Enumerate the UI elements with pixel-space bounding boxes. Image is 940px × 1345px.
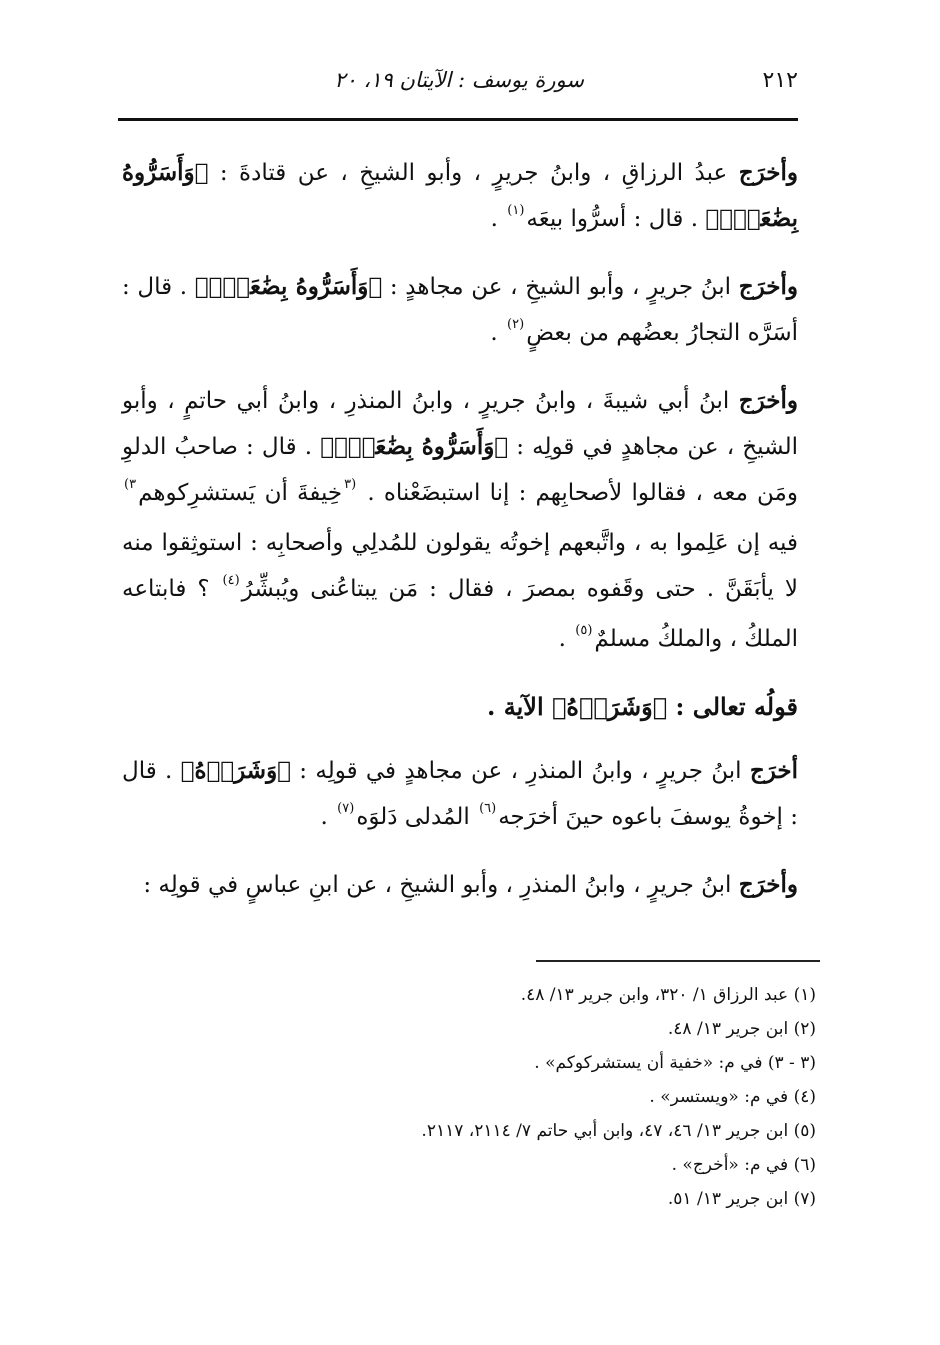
paragraph-lead: وأخرَج: [738, 159, 798, 186]
paragraph-5: [122, 862, 798, 908]
footnote-marker: (٢): [507, 317, 525, 332]
paragraph-1: [122, 150, 798, 246]
footnote: (٥) ابن جرير ١٣/ ٤٦، ٤٧، وابن أبي حاتم ٧/ ٢١١٤، ٢١١٧.: [421, 1121, 816, 1141]
paragraph-text: ابنُ جريرٍ ، وابنُ المنذرِ ، وأبو الشيخِ ، عن ابنِ عباسٍ في قولِه :: [143, 872, 739, 898]
footnote: (١) عبد الرزاق ١/ ٣٢٠، وابن جرير ١٣/ ٤٨.: [520, 985, 816, 1005]
footnote: (٣ - ٣) في م: «خفية أن يستشركوكم» .: [534, 1053, 816, 1073]
footnote: (٢) ابن جرير ١٣/ ٤٨.: [667, 1019, 816, 1039]
paragraph-text: ؟ فابتاعه الملكُ ، والملكُ مسلمٌ: [122, 576, 798, 652]
paragraph-text: . قال : إخوةُ يوسفَ باعوه حينَ أخرَجه: [122, 758, 798, 830]
paragraph-text: فيه إن عَلِموا به ، واتَّبعهم إخوتُه يقولون للمُدلِي وأصحابِه : استوثِقوا منه لا يأبَقَنَّ . حتى وقَفوه بمصرَ ، فقال : مَن يبتاعُنى ويُبشِّرُ: [122, 530, 798, 602]
paragraph-lead: وأخرَج: [738, 273, 798, 300]
paragraph-text: المُدلى دَلوَه: [356, 804, 478, 830]
heading-label: قولُه تعالى :: [667, 692, 798, 721]
quran-quote: ﴿وَشَرَوۡهُ﴾: [552, 692, 668, 721]
footnote-marker: ٣): [124, 477, 137, 492]
paragraph-text: .: [490, 320, 506, 346]
paragraph-text: . قال : أسرُّوا بيعَه: [526, 206, 706, 232]
paragraph-4: [122, 748, 798, 844]
paragraph-lead: أخرَج: [749, 757, 798, 784]
footnote-marker: (٥): [575, 623, 593, 638]
footnote: (٤) في م: «ويستسر» .: [649, 1087, 816, 1107]
paragraph-text: عبدُ الرزاقِ ، وابنُ جريرٍ ، وأبو الشيخِ ، عن قتادةَ :: [208, 160, 739, 186]
paragraph-text: .: [558, 626, 574, 652]
paragraph-lead: وأخرَج: [738, 871, 798, 898]
paragraph-text: . قال : صاحبُ الدلوِ ومَن معه ، فقالوا لأصحابِهم : إنا استبضَعْناه .: [122, 434, 798, 506]
footnote-marker: (١): [507, 203, 525, 218]
quran-quote: ﴿وَأَسَرُّوهُ بِضَٰعَةًۚ﴾: [194, 273, 383, 300]
footnote-marker: (٧): [337, 801, 355, 816]
paragraph-text: ابنُ جريرٍ ، وأبو الشيخِ ، عن مجاهدٍ :: [382, 274, 739, 300]
footnotes: [126, 978, 816, 1216]
paragraph-2: [122, 264, 798, 360]
page-header: [118, 68, 798, 104]
footnote-rule: [536, 960, 820, 962]
paragraph-text: . قال : أسَرَّه التجارُ بعضُهم من بعضٍ: [122, 274, 798, 346]
footnote-marker: (٦): [479, 801, 497, 816]
main-text: [122, 150, 798, 926]
footnote-marker: (٣: [344, 477, 357, 492]
paragraph-text: ابنُ جريرٍ ، وابنُ المنذرِ ، عن مجاهدٍ في قولِه :: [290, 758, 750, 784]
paragraph-text: .: [320, 804, 336, 830]
quran-quote: ﴿وَأَسَرُّوهُ بِضَٰعَةًۚ﴾: [122, 159, 798, 232]
quran-quote: ﴿وَشَرَوۡهُ﴾: [180, 757, 291, 784]
paragraph-text: ابنُ أبي شيبةَ ، وابنُ جريرٍ ، وابنُ المنذرِ ، وابنُ أبي حاتمٍ ، وأبو الشيخِ ، عن مجاهدٍ في قولِه :: [122, 388, 799, 460]
paragraph-text: .: [490, 206, 506, 232]
page-number: ٢١٢: [762, 68, 798, 93]
running-title: سورة يوسف : الآيتان ١٩، ٢٠: [334, 68, 584, 92]
paragraph-lead: وأخرَج: [738, 387, 798, 414]
paragraph-3: [122, 378, 798, 666]
header-rule: [118, 118, 798, 121]
quran-quote: ﴿وَأَسَرُّوهُ بِضَٰعَةًۚ﴾: [320, 433, 509, 460]
footnote-marker: (٤): [222, 573, 240, 588]
heading-suffix: الآية .: [487, 692, 552, 721]
section-heading: [122, 684, 798, 730]
paragraph-text: خِيفةَ أن يَستشرِكوهم: [138, 480, 343, 506]
footnote: (٧) ابن جرير ١٣/ ٥١.: [667, 1189, 816, 1209]
footnote: (٦) في م: «أخرج» .: [671, 1155, 816, 1175]
